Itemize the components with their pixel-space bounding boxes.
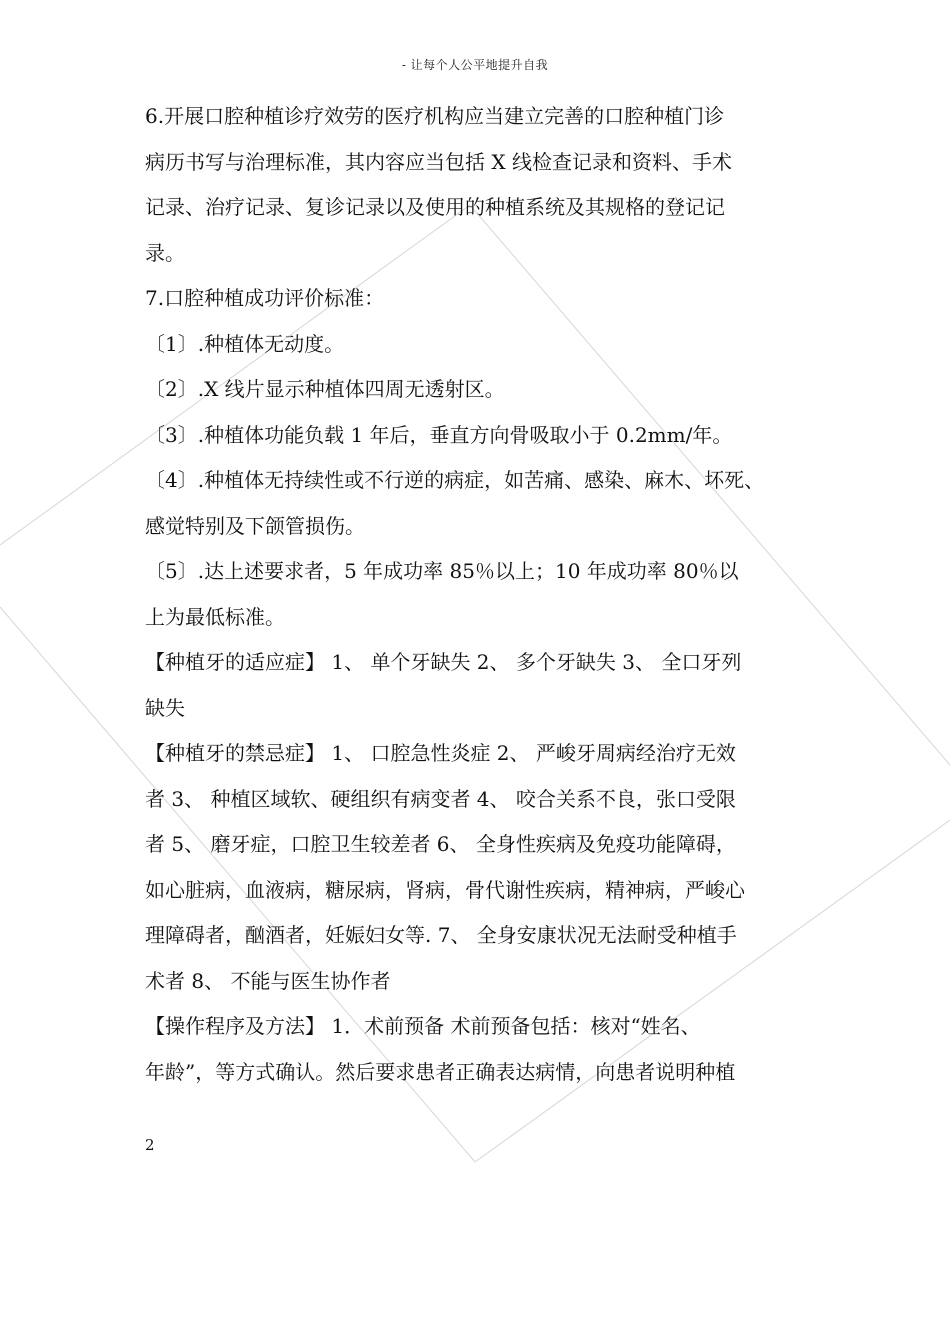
page-header: - 让每个人公平地提升自我 bbox=[401, 58, 549, 72]
section-contraindications: 【种植牙的禁忌症】 1、 口腔急性炎症 2、 严峻牙周病经治疗无效 bbox=[145, 741, 736, 765]
text-line: 术者 8、 不能与医生协作者 bbox=[145, 968, 391, 993]
section-indications: 【种植牙的适应症】 1、 单个牙缺失 2、 多个牙缺失 3、 全口牙列 bbox=[145, 650, 742, 674]
list-item: 〔5〕.达上述要求者，5 年成功率 85％以上；10 年成功率 80％以 bbox=[145, 559, 739, 583]
document-body bbox=[145, 94, 825, 1095]
list-item: 〔1〕.种植体无动度。 bbox=[145, 331, 345, 356]
section-heading: 7.口腔种植成功评价标准： bbox=[145, 286, 385, 310]
page-number: 2 bbox=[145, 1136, 155, 1154]
text-line: 上为最低标准。 bbox=[145, 604, 285, 629]
text-line: 录。 bbox=[145, 240, 185, 265]
text-line: 6.开展口腔种植诊疗效劳的医疗机构应当建立完善的口腔种植门诊 bbox=[145, 104, 725, 128]
text-line: 年龄”，等方式确认。然后要求患者正确表达病情，向患者说明种植 bbox=[145, 1059, 736, 1084]
text-line: 理障碍者，酗酒者，妊娠妇女等. 7、 全身安康状况无法耐受种植手 bbox=[145, 923, 737, 947]
list-item: 〔2〕.X 线片显示种植体四周无透射区。 bbox=[145, 377, 505, 401]
list-item: 〔4〕.种植体无持续性或不行逆的病症，如苦痛、感染、麻木、坏死、 bbox=[145, 468, 765, 492]
list-item: 〔3〕.种植体功能负载 1 年后，垂直方向骨吸取小于 0.2mm/年。 bbox=[145, 422, 733, 447]
section-procedure: 【操作程序及方法】 1．术前预备 术前预备包括：核对“姓名、 bbox=[145, 1014, 701, 1038]
text-line: 记录、治疗记录、复诊记录以及使用的种植系统及其规格的登记记 bbox=[145, 195, 725, 219]
text-line: 缺失 bbox=[145, 695, 185, 720]
text-line: 感觉特别及下颌管损伤。 bbox=[145, 513, 365, 538]
text-line: 如心脏病，血液病，糖尿病，肾病，骨代谢性疾病，精神病，严峻心 bbox=[145, 877, 745, 902]
text-line: 者 5、 磨牙症，口腔卫生较差者 6、 全身性疾病及免疫功能障碍， bbox=[145, 832, 736, 856]
text-line: 病历书写与治理标准，其内容应当包括 X 线检查记录和资料、手术 bbox=[145, 149, 732, 174]
text-line: 者 3、 种植区域软、硬组织有病变者 4、 咬合关系不良，张口受限 bbox=[145, 786, 736, 811]
